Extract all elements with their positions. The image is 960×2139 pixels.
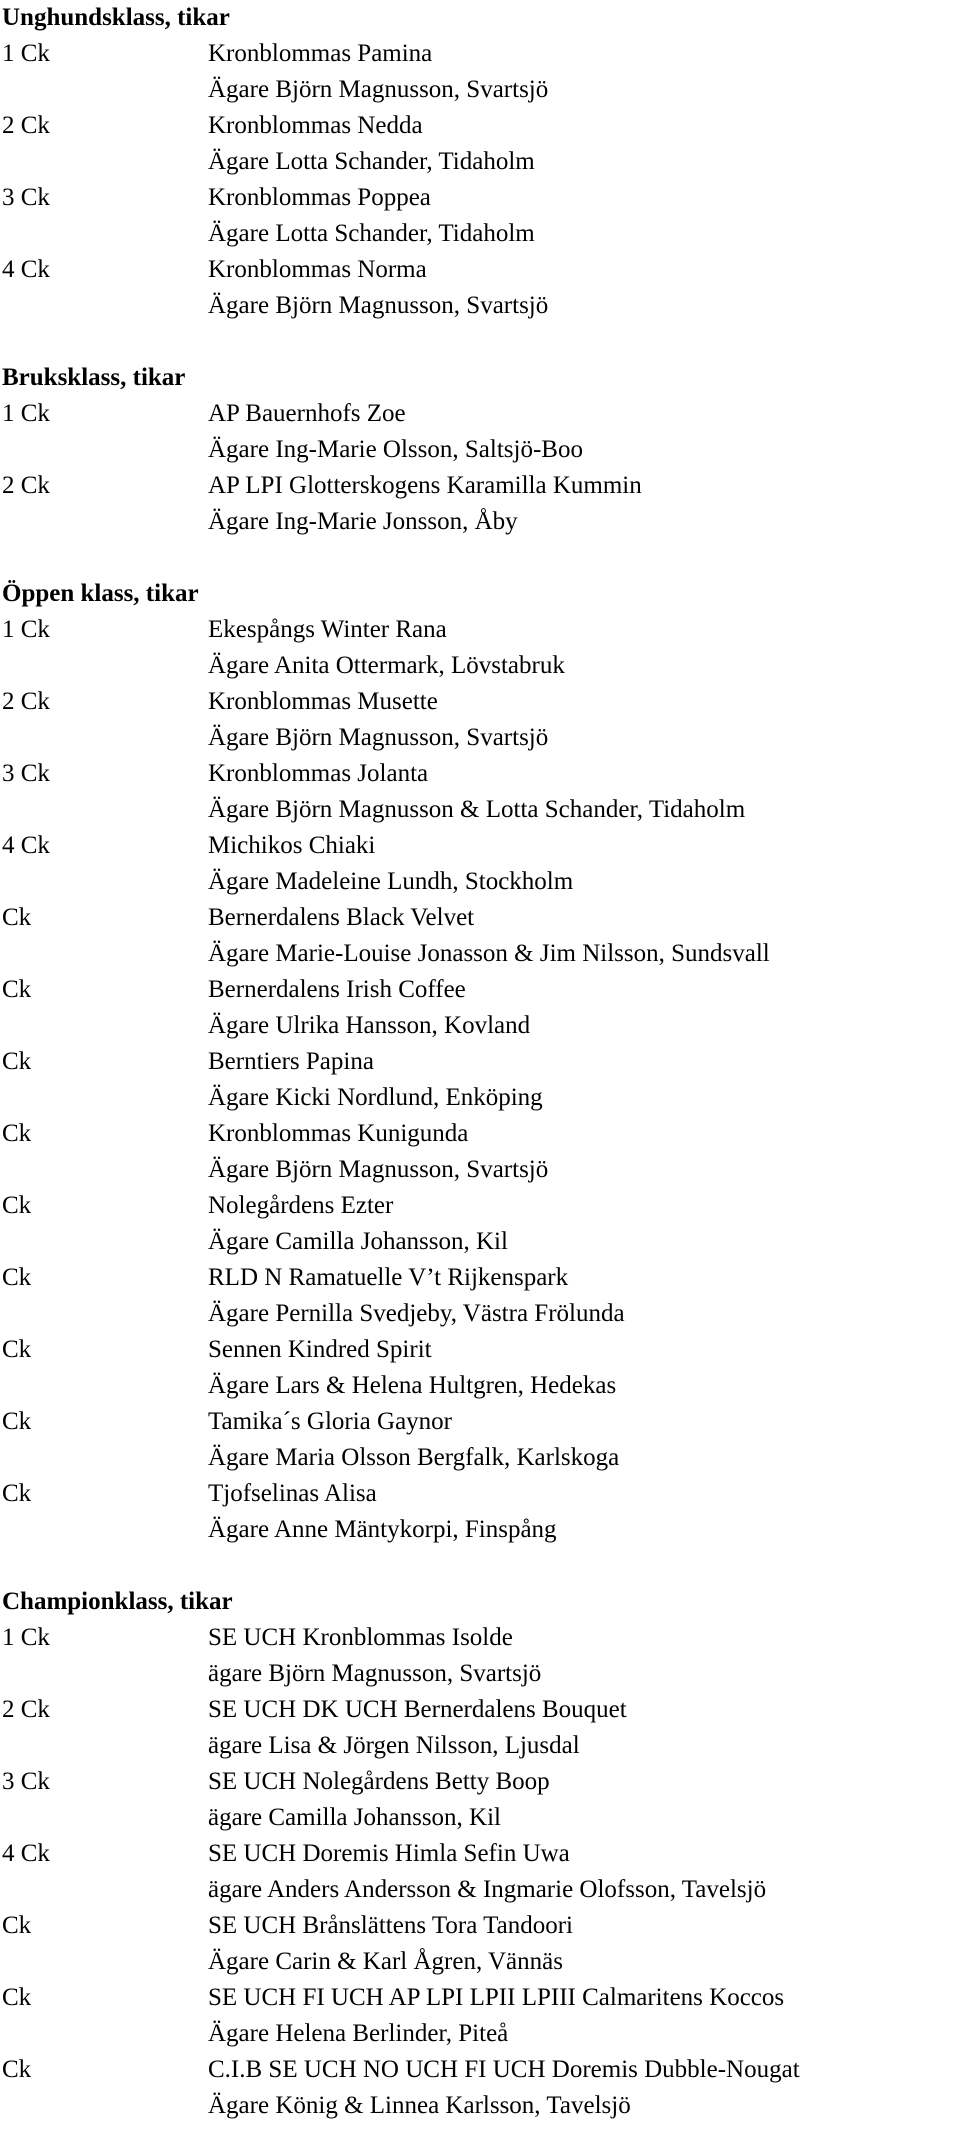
dog-name: SE UCH Nolegårdens Betty Boop [208, 1768, 550, 1795]
entry-row [0, 1836, 960, 1872]
owner-line: Ägare Björn Magnusson, Svartsjö [208, 292, 549, 319]
dog-name: SE UCH DK UCH Bernerdalens Bouquet [208, 1696, 627, 1723]
dog-name: SE UCH Kronblommas Isolde [208, 1624, 513, 1651]
class-heading: Öppen klass, tikar [2, 580, 199, 607]
placement-label: 1 Ck [2, 616, 50, 643]
entry-row [0, 972, 960, 1008]
placement-label: 3 Ck [2, 1768, 50, 1795]
dog-name: C.I.B SE UCH NO UCH FI UCH Doremis Dubble-Nougat [208, 2056, 800, 2083]
placement-label: 2 Ck [2, 472, 50, 499]
placement-label: Ck [2, 1408, 32, 1435]
entry-row [0, 684, 960, 720]
dog-name: Berntiers Papina [208, 1048, 374, 1075]
entry-row [0, 396, 960, 432]
owner-line: Ägare Lotta Schander, Tidaholm [208, 220, 535, 247]
placement-label: Ck [2, 904, 32, 931]
placement-label: Ck [2, 976, 32, 1003]
owner-line: Ägare Maria Olsson Bergfalk, Karlskoga [208, 1444, 620, 1471]
placement-label: 1 Ck [2, 400, 50, 427]
owner-line: Ägare Camilla Johansson, Kil [208, 1228, 508, 1255]
placement-label: 4 Ck [2, 256, 50, 283]
owner-line: Ägare König & Linnea Karlsson, Tavelsjö [208, 2092, 631, 2119]
entry-row [0, 36, 960, 72]
class-section [0, 360, 960, 540]
owner-line: Ägare Anne Mäntykorpi, Finspång [208, 1516, 557, 1543]
owner-line: Ägare Madeleine Lundh, Stockholm [208, 868, 574, 895]
owner-line: Ägare Björn Magnusson, Svartsjö [208, 724, 549, 751]
owner-line: Ägare Lotta Schander, Tidaholm [208, 148, 535, 175]
owner-line: Ägare Marie-Louise Jonasson & Jim Nilsson, Sundsvall [208, 940, 770, 967]
placement-label: Ck [2, 1912, 32, 1939]
placement-label: 2 Ck [2, 112, 50, 139]
class-section [0, 1584, 960, 2124]
dog-name: Kronblommas Nedda [208, 112, 423, 139]
entry-row [0, 1332, 960, 1368]
owner-line: Ägare Kicki Nordlund, Enköping [208, 1084, 543, 1111]
owner-line: ägare Björn Magnusson, Svartsjö [208, 1660, 542, 1687]
entry-row [0, 468, 960, 504]
class-section [0, 576, 960, 1548]
dog-name: AP Bauernhofs Zoe [208, 400, 406, 427]
entry-row [0, 1260, 960, 1296]
entry-row [0, 252, 960, 288]
owner-line: Ägare Ulrika Hansson, Kovland [208, 1012, 531, 1039]
entry-row [0, 1764, 960, 1800]
dog-name: Ekespångs Winter Rana [208, 616, 447, 643]
dog-name: Kronblommas Musette [208, 688, 438, 715]
dog-name: Kronblommas Kunigunda [208, 1120, 469, 1147]
placement-label: Ck [2, 1264, 32, 1291]
owner-line: Ägare Ing-Marie Jonsson, Åby [208, 508, 518, 535]
dog-name: RLD N Ramatuelle V’t Rijkenspark [208, 1264, 569, 1291]
placement-label: 4 Ck [2, 1840, 50, 1867]
owner-line: ägare Anders Andersson & Ingmarie Olofsson, Tavelsjö [208, 1876, 767, 1903]
placement-label: 1 Ck [2, 1624, 50, 1651]
entry-row [0, 1692, 960, 1728]
dog-name: SE UCH Brånslättens Tora Tandoori [208, 1912, 573, 1939]
dog-name: Bernerdalens Irish Coffee [208, 976, 466, 1003]
entry-row [0, 1404, 960, 1440]
class-heading: Unghundsklass, tikar [2, 4, 230, 31]
owner-line: Ägare Carin & Karl Ågren, Vännäs [208, 1948, 563, 1975]
dog-name: Kronblommas Poppea [208, 184, 431, 211]
entry-row [0, 756, 960, 792]
class-heading: Bruksklass, tikar [2, 364, 186, 391]
entry-row [0, 1044, 960, 1080]
entry-row [0, 1116, 960, 1152]
placement-label: Ck [2, 1480, 32, 1507]
dog-name: SE UCH Doremis Himla Sefin Uwa [208, 1840, 570, 1867]
placement-label: Ck [2, 1120, 32, 1147]
dog-name: Kronblommas Pamina [208, 40, 433, 67]
dog-name: Sennen Kindred Spirit [208, 1336, 432, 1363]
dog-name: Kronblommas Norma [208, 256, 427, 283]
placement-label: 2 Ck [2, 688, 50, 715]
placement-label: 3 Ck [2, 760, 50, 787]
entry-row [0, 1908, 960, 1944]
owner-line: Ägare Anita Ottermark, Lövstabruk [208, 652, 565, 679]
owner-line: Ägare Björn Magnusson, Svartsjö [208, 76, 549, 103]
dog-name: Kronblommas Jolanta [208, 760, 429, 787]
entry-row [0, 612, 960, 648]
dog-name: Bernerdalens Black Velvet [208, 904, 475, 931]
owner-line: Ägare Pernilla Svedjeby, Västra Frölunda [208, 1300, 625, 1327]
dog-name: Tamika´s Gloria Gaynor [208, 1408, 453, 1435]
class-heading: Championklass, tikar [2, 1588, 233, 1615]
owner-line: Ägare Helena Berlinder, Piteå [208, 2020, 509, 2047]
placement-label: 1 Ck [2, 40, 50, 67]
entry-row [0, 828, 960, 864]
entry-row [0, 1188, 960, 1224]
entry-row [0, 1980, 960, 2016]
dog-name: AP LPI Glotterskogens Karamilla Kummin [208, 472, 642, 499]
placement-label: Ck [2, 1984, 32, 2011]
placement-label: Ck [2, 1048, 32, 1075]
class-section [0, 0, 960, 324]
placement-label: Ck [2, 1192, 32, 1219]
placement-label: 4 Ck [2, 832, 50, 859]
entry-row [0, 108, 960, 144]
dog-name: Nolegårdens Ezter [208, 1192, 394, 1219]
placement-label: Ck [2, 2056, 32, 2083]
owner-line: ägare Lisa & Jörgen Nilsson, Ljusdal [208, 1732, 580, 1759]
entry-row [0, 2052, 960, 2088]
dog-name: SE UCH FI UCH AP LPI LPII LPIII Calmaritens Koccos [208, 1984, 785, 2011]
owner-line: Ägare Ing-Marie Olsson, Saltsjö-Boo [208, 436, 583, 463]
owner-line: ägare Camilla Johansson, Kil [208, 1804, 501, 1831]
entry-row [0, 1620, 960, 1656]
entry-row [0, 180, 960, 216]
entry-row [0, 1476, 960, 1512]
placement-label: 2 Ck [2, 1696, 50, 1723]
entry-row [0, 900, 960, 936]
owner-line: Ägare Lars & Helena Hultgren, Hedekas [208, 1372, 617, 1399]
dog-name: Michikos Chiaki [208, 832, 376, 859]
dog-name: Tjofselinas Alisa [208, 1480, 377, 1507]
owner-line: Ägare Björn Magnusson, Svartsjö [208, 1156, 549, 1183]
placement-label: 3 Ck [2, 184, 50, 211]
placement-label: Ck [2, 1336, 32, 1363]
owner-line: Ägare Björn Magnusson & Lotta Schander, Tidaholm [208, 796, 746, 823]
